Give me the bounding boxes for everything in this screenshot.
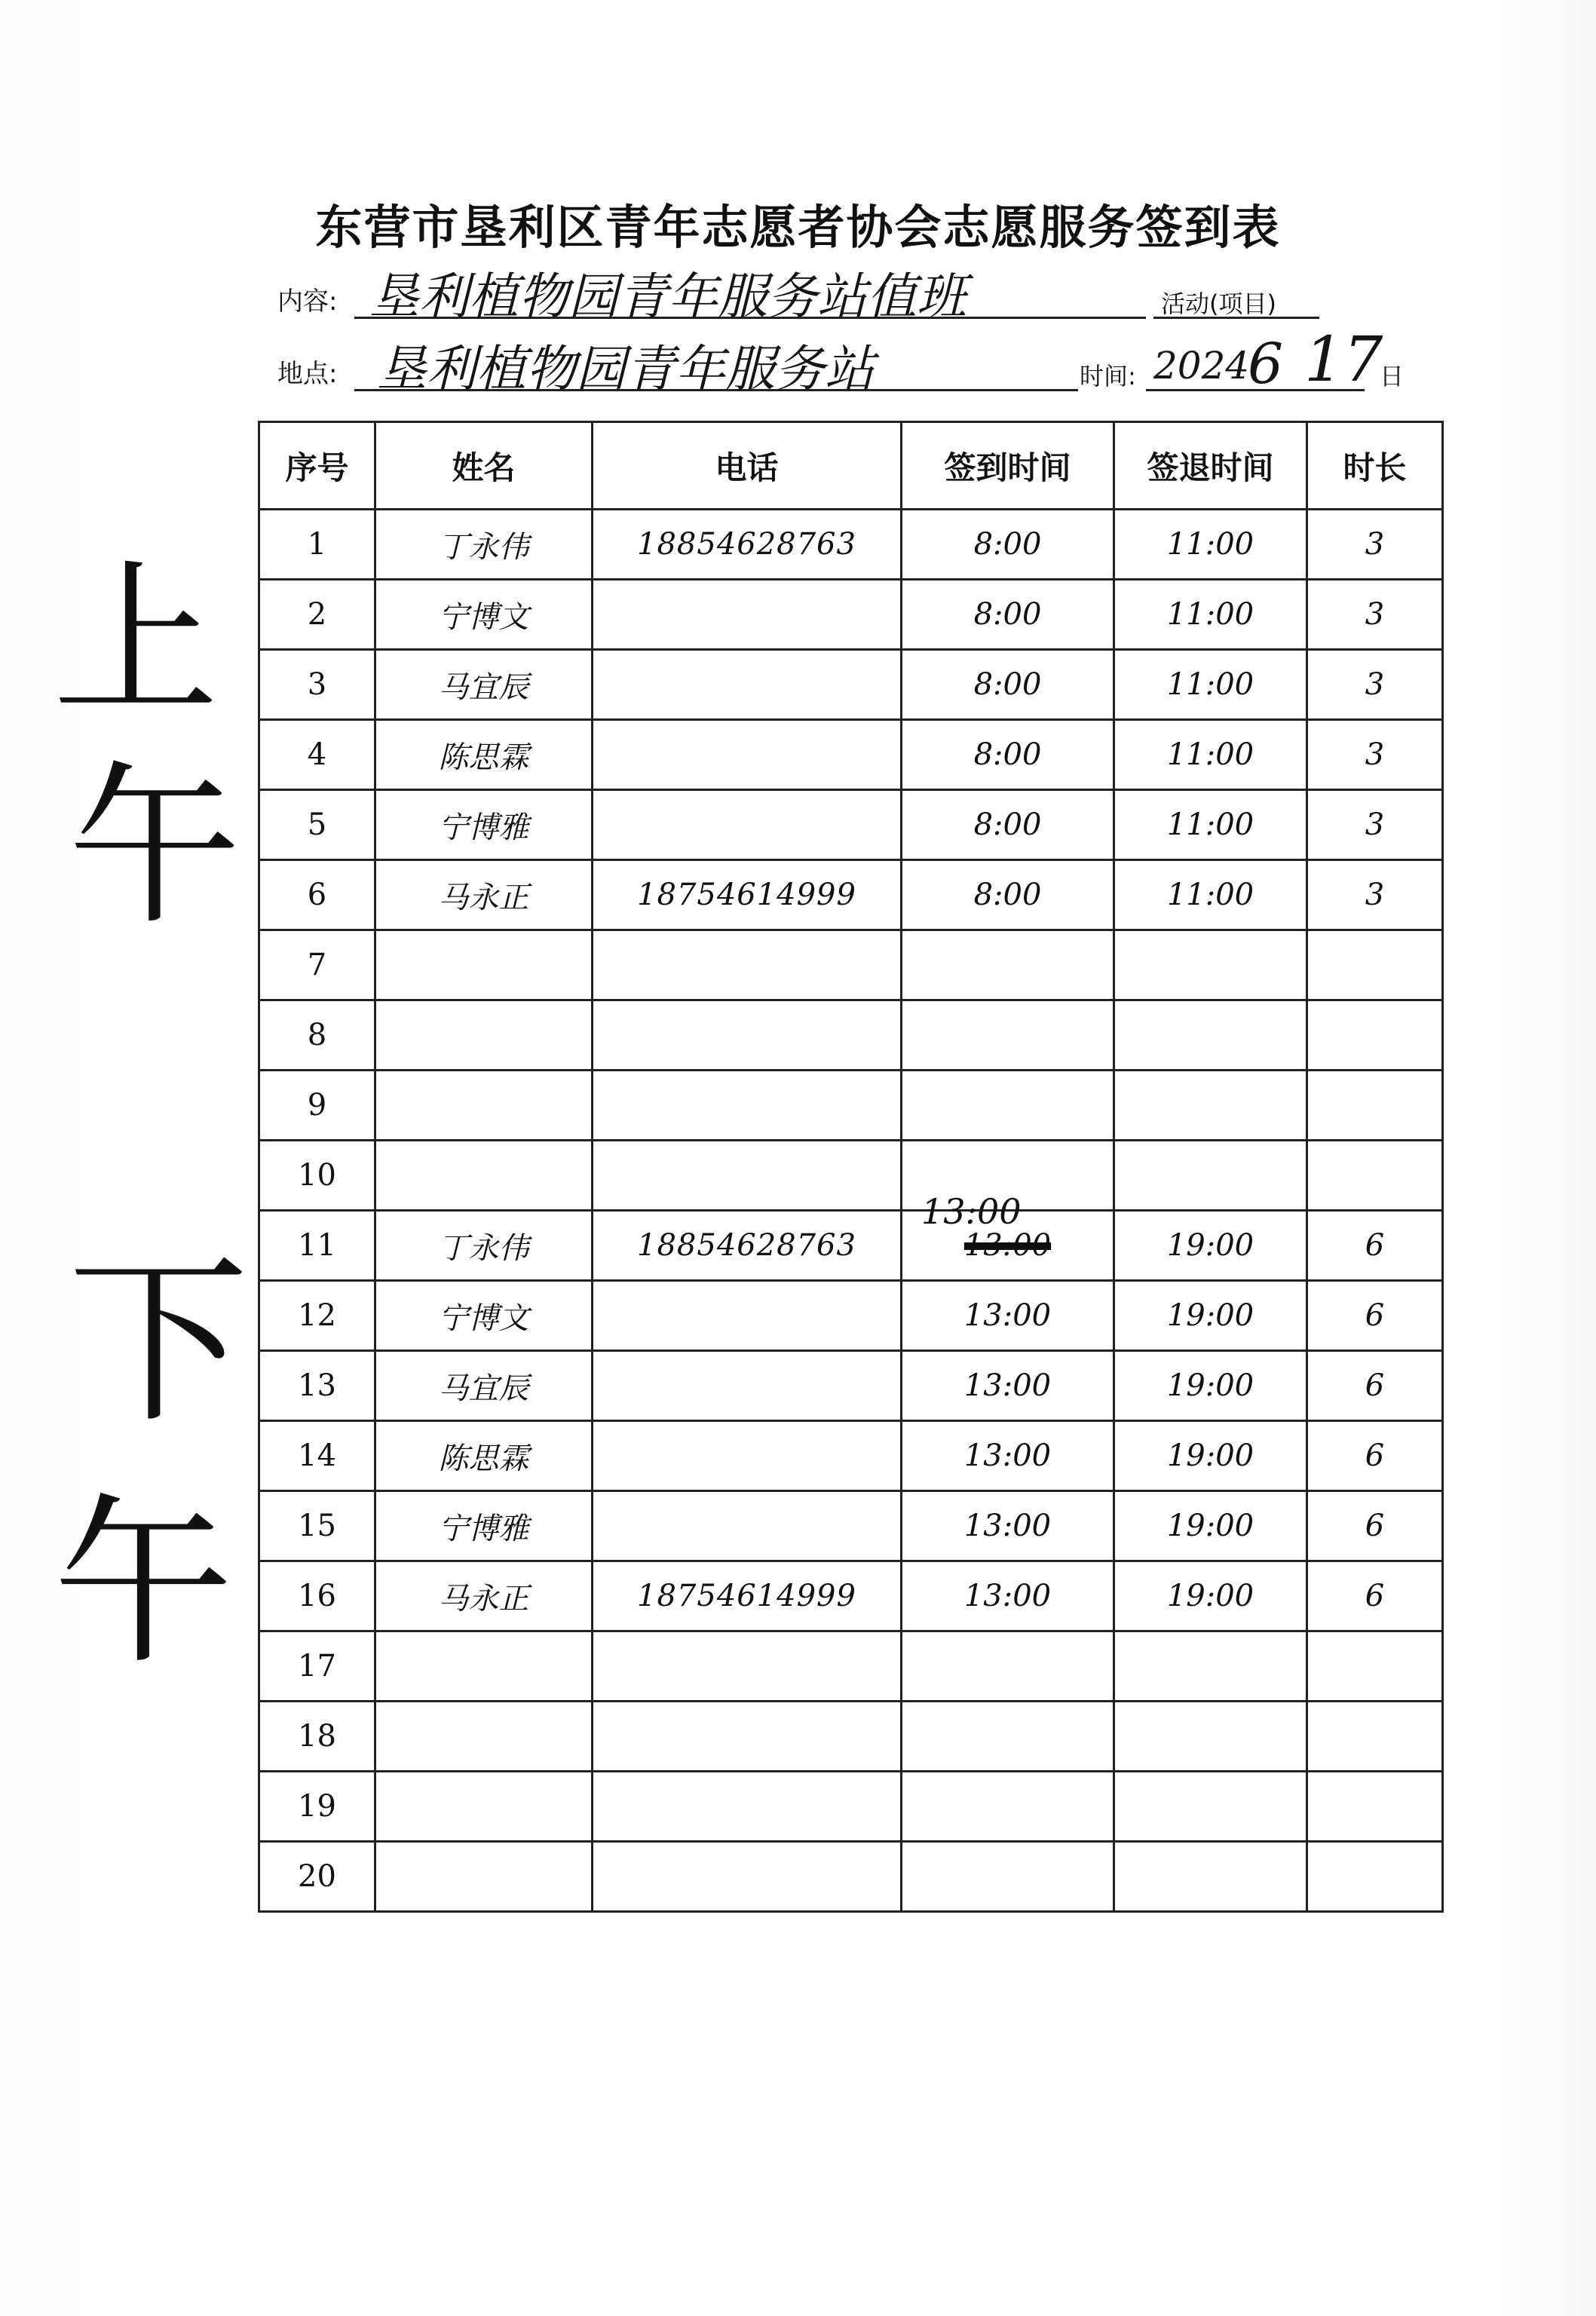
- header-sign-out: 签退时间: [1114, 422, 1307, 510]
- duration: [1307, 1000, 1443, 1071]
- phone-number: [593, 1631, 902, 1702]
- table-row: [259, 1842, 1443, 1912]
- sign-out-time: [1114, 1000, 1307, 1071]
- duration: 3: [1307, 860, 1443, 930]
- volunteer-name: 宁博文: [375, 1281, 593, 1351]
- volunteer-name: [375, 1842, 593, 1912]
- sign-out-time: 11:00: [1114, 790, 1307, 860]
- header-sign-in: 签到时间: [902, 422, 1114, 510]
- sign-in-time: 13:00: [902, 1561, 1114, 1631]
- sign-out-time: [1114, 1842, 1307, 1912]
- table-row: [259, 1561, 1443, 1631]
- duration: [1307, 1071, 1443, 1141]
- sign-out-time: [1114, 1631, 1307, 1702]
- table-header-row: [259, 422, 1443, 510]
- phone-number: [593, 1071, 902, 1141]
- phone-number: [593, 790, 902, 860]
- sign-out-time: [1114, 1141, 1307, 1211]
- volunteer-name: 宁博雅: [375, 790, 593, 860]
- header-name: 姓名: [375, 422, 593, 510]
- table-row: [259, 930, 1443, 1000]
- row-number: 9: [259, 1071, 375, 1141]
- row-number: 14: [259, 1421, 375, 1491]
- volunteer-name: [375, 1772, 593, 1842]
- document-title: 东营市垦利区青年志愿者协会志愿服务签到表: [315, 200, 1281, 255]
- table-row: [259, 1351, 1443, 1421]
- margin-note-afternoon-1: 下: [68, 1236, 250, 1448]
- duration: 6: [1307, 1281, 1443, 1351]
- sign-in-time: 8:00: [902, 580, 1114, 650]
- volunteer-name: [375, 1141, 593, 1211]
- sign-out-time: 19:00: [1114, 1211, 1307, 1281]
- table-row: [259, 1631, 1443, 1702]
- table-row: [259, 1071, 1443, 1141]
- table-row: [259, 720, 1443, 790]
- row-number: 5: [259, 790, 375, 860]
- duration: 6: [1307, 1561, 1443, 1631]
- sign-out-time: 11:00: [1114, 720, 1307, 790]
- duration: [1307, 1631, 1443, 1702]
- volunteer-name: 马宜辰: [375, 1351, 593, 1421]
- sign-in-time: 8:00: [902, 720, 1114, 790]
- date-year: 2024: [1153, 344, 1250, 388]
- volunteer-name: 马永正: [375, 1561, 593, 1631]
- phone-number: [593, 930, 902, 1000]
- content-value: 垦利植物园青年服务站值班: [369, 268, 966, 326]
- duration: 3: [1307, 790, 1443, 860]
- sign-out-time: [1114, 930, 1307, 1000]
- sign-out-time: 19:00: [1114, 1281, 1307, 1351]
- duration: 6: [1307, 1351, 1443, 1421]
- volunteer-name: 宁博雅: [375, 1491, 593, 1561]
- row-number: 17: [259, 1631, 375, 1702]
- phone-number: [593, 1842, 902, 1912]
- volunteer-name: 陈思霖: [375, 720, 593, 790]
- row-number: 12: [259, 1281, 375, 1351]
- row-number: 1: [259, 510, 375, 580]
- sign-out-time: 11:00: [1114, 580, 1307, 650]
- table-row: [259, 1702, 1443, 1772]
- volunteer-name: [375, 1631, 593, 1702]
- sign-out-time: 19:00: [1114, 1561, 1307, 1631]
- phone-number: 18854628763: [593, 1211, 902, 1281]
- phone-number: 18854628763: [593, 510, 902, 580]
- sign-in-time: 8:00: [902, 860, 1114, 930]
- sign-in-time: [902, 1842, 1114, 1912]
- margin-note-morning-1: 上: [53, 544, 219, 737]
- phone-number: [593, 1772, 902, 1842]
- row-number: 13: [259, 1351, 375, 1421]
- duration: [1307, 1702, 1443, 1772]
- sign-in-time: [902, 1772, 1114, 1842]
- date-day-unit: 日: [1380, 362, 1405, 391]
- sign-out-time: 19:00: [1114, 1491, 1307, 1561]
- phone-number: [593, 1281, 902, 1351]
- table-row: [259, 860, 1443, 930]
- row-number: 19: [259, 1772, 375, 1842]
- margin-note-morning-2: 午: [68, 747, 242, 948]
- sign-in-time: [902, 930, 1114, 1000]
- sign-in-time: 13:00: [902, 1351, 1114, 1421]
- time-label: 时间:: [1080, 362, 1136, 391]
- volunteer-name: [375, 930, 593, 1000]
- volunteer-name: 马宜辰: [375, 650, 593, 720]
- phone-number: [593, 1421, 902, 1491]
- row-number: 7: [259, 930, 375, 1000]
- phone-number: 18754614999: [593, 860, 902, 930]
- table-row: [259, 1421, 1443, 1491]
- row-number: 11: [259, 1211, 375, 1281]
- table-row: [259, 1281, 1443, 1351]
- sign-in-time: 8:00: [902, 650, 1114, 720]
- location-label: 地点:: [277, 359, 338, 389]
- table-row: [259, 580, 1443, 650]
- row-number: 6: [259, 860, 375, 930]
- table-row: [259, 1211, 1443, 1281]
- duration: 3: [1307, 580, 1443, 650]
- sign-out-time: [1114, 1071, 1307, 1141]
- row-number: 4: [259, 720, 375, 790]
- volunteer-name: 丁永伟: [375, 1211, 593, 1281]
- header-no: 序号: [259, 422, 375, 510]
- sign-out-time: [1114, 1772, 1307, 1842]
- phone-number: [593, 1141, 902, 1211]
- volunteer-name: [375, 1000, 593, 1071]
- row-number: 18: [259, 1702, 375, 1772]
- table-row: [259, 1141, 1443, 1211]
- sign-in-correction: 13:00: [921, 1191, 1022, 1232]
- sign-out-time: 19:00: [1114, 1421, 1307, 1491]
- sign-in-time: 13:00: [902, 1421, 1114, 1491]
- sign-in-time: [902, 1631, 1114, 1702]
- row-number: 2: [259, 580, 375, 650]
- sign-in-time: 8:00: [902, 790, 1114, 860]
- table-row: [259, 790, 1443, 860]
- location-value: 垦利植物园青年服务站: [377, 340, 875, 398]
- table-row: [259, 1491, 1443, 1561]
- sign-out-time: 11:00: [1114, 650, 1307, 720]
- table-row: [259, 1772, 1443, 1842]
- header-duration: 时长: [1307, 422, 1443, 510]
- phone-number: [593, 580, 902, 650]
- sign-out-time: 19:00: [1114, 1351, 1307, 1421]
- duration: [1307, 1141, 1443, 1211]
- sign-out-time: 11:00: [1114, 510, 1307, 580]
- phone-number: 18754614999: [593, 1561, 902, 1631]
- row-number: 3: [259, 650, 375, 720]
- table-row: [259, 510, 1443, 580]
- row-number: 8: [259, 1000, 375, 1071]
- duration: 3: [1307, 720, 1443, 790]
- content-label: 内容:: [277, 286, 338, 317]
- duration: 6: [1307, 1421, 1443, 1491]
- date-day: 17: [1304, 324, 1383, 396]
- row-number: 20: [259, 1842, 375, 1912]
- row-number: 16: [259, 1561, 375, 1631]
- volunteer-name: 宁博文: [375, 580, 593, 650]
- date-month: 6: [1248, 332, 1284, 397]
- phone-number: [593, 1491, 902, 1561]
- activity-label: 活动(项目): [1161, 290, 1276, 318]
- table-row: [259, 650, 1443, 720]
- header-phone: 电话: [593, 422, 902, 510]
- sign-in-time: 13:00: [902, 1281, 1114, 1351]
- duration: 6: [1307, 1211, 1443, 1281]
- phone-number: [593, 720, 902, 790]
- volunteer-name: 马永正: [375, 860, 593, 930]
- sign-in-time: [902, 1071, 1114, 1141]
- phone-number: [593, 650, 902, 720]
- sign-in-time: 13:00: [902, 1491, 1114, 1561]
- margin-note-afternoon-2: 午: [53, 1478, 234, 1689]
- sign-in-time: [902, 1702, 1114, 1772]
- volunteer-name: [375, 1071, 593, 1141]
- row-number: 15: [259, 1491, 375, 1561]
- volunteer-name: 丁永伟: [375, 510, 593, 580]
- duration: [1307, 1772, 1443, 1842]
- volunteer-name: 陈思霖: [375, 1421, 593, 1491]
- sign-in-table: [258, 421, 1444, 1913]
- table-row: [259, 1000, 1443, 1071]
- phone-number: [593, 1351, 902, 1421]
- sign-in-time: [902, 1000, 1114, 1071]
- row-number: 10: [259, 1141, 375, 1211]
- sign-in-time: 8:00: [902, 510, 1114, 580]
- duration: 3: [1307, 510, 1443, 580]
- duration: [1307, 1842, 1443, 1912]
- phone-number: [593, 1000, 902, 1071]
- duration: 6: [1307, 1491, 1443, 1561]
- sign-out-time: 11:00: [1114, 860, 1307, 930]
- struck-sign-in-time: 13:00: [963, 1228, 1052, 1263]
- phone-number: [593, 1702, 902, 1772]
- volunteer-name: [375, 1702, 593, 1772]
- duration: [1307, 930, 1443, 1000]
- sign-out-time: [1114, 1702, 1307, 1772]
- duration: 3: [1307, 650, 1443, 720]
